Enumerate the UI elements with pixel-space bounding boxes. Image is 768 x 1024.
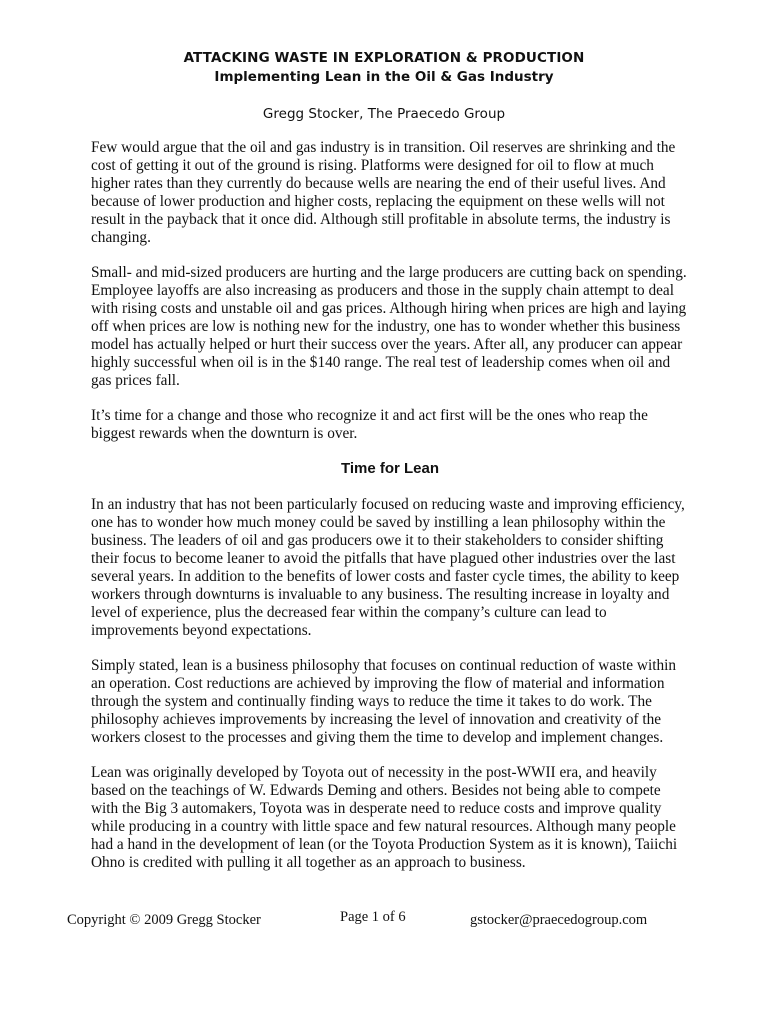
paragraph-section-2: Simply stated, lean is a business philosophy that focuses on continual reduction of waste within an operation. Cost reductions are achieved by improving the flow of material and information through the system and continually finding ways to reduce the time it takes to do work. The philosophy achieves improvements by increasing the level of innovation and creativity of the workers closest to the processes and giving them the time to develop and implement changes. <box>91 657 677 746</box>
footer-copyright: Copyright © 2009 Gregg Stocker <box>67 912 261 928</box>
paragraph-intro-1: Few would argue that the oil and gas industry is in transition. Oil reserves are shrinking and the cost of getting it out of the ground is rising. Platforms were designed for oil to flow at much higher rates than they currently do because wells are nearing the end of their useful lives. And because of lower production and higher costs, replacing the equipment on these wells will not result in the payback that it once did. Although still profitable in absolute terms, the industry is changing. <box>91 139 676 246</box>
footer-email: gstocker@praecedogroup.com <box>470 912 648 928</box>
document-subtitle: Implementing Lean in the Oil & Gas Industry <box>214 69 554 85</box>
document-author: Gregg Stocker, The Praecedo Group <box>262 106 506 122</box>
section-heading: Time for Lean <box>340 460 440 477</box>
document-title: ATTACKING WASTE IN EXPLORATION & PRODUCTION <box>183 50 585 66</box>
footer-page-number: Page 1 of 6 <box>340 909 406 925</box>
document-body <box>91 139 689 889</box>
paragraph-intro-2: Small- and mid-sized producers are hurting and the large producers are cutting back on spending. Employee layoffs are also increasing as producers and those in the supply chain attempt to deal with rising costs and unstable oil and gas prices. Although hiring when prices are high and laying off when prices are low is nothing new for the industry, one has to wonder whether this business model has actually helped or hurt their success over the years. After all, any producer can appear highly successful when oil is in the $140 range. The real test of leadership comes when oil and gas prices fall. <box>91 264 687 389</box>
paragraph-intro-3: It’s time for a change and those who recognize it and act first will be the ones who reap the biggest rewards when the downturn is over. <box>91 407 648 442</box>
paragraph-section-3: Lean was originally developed by Toyota out of necessity in the post-WWII era, and heavily based on the teachings of W. Edwards Deming and others. Besides not being able to compete with the Big 3 automakers, Toyota was in desperate need to reduce costs and improve quality while producing in a country with little space and few natural resources. Although many people had a hand in the development of lean (or the Toyota Production System as it is known), Taiichi Ohno is credited with pulling it all together as an approach to business. <box>91 764 678 871</box>
paragraph-section-1: In an industry that has not been particularly focused on reducing waste and improving efficiency, one has to wonder how much money could be saved by instilling a lean philosophy within the business. The leaders of oil and gas producers owe it to their stakeholders to consider shifting their focus to become leaner to avoid the pitfalls that have plagued other industries over the last several years. In addition to the benefits of lower costs and faster cycle times, the ability to keep workers through downturns is invaluable to any business. The resulting increase in loyalty and level of experience, plus the decreased fear within the company’s culture can lead to improvements beyond expectations. <box>91 496 685 639</box>
